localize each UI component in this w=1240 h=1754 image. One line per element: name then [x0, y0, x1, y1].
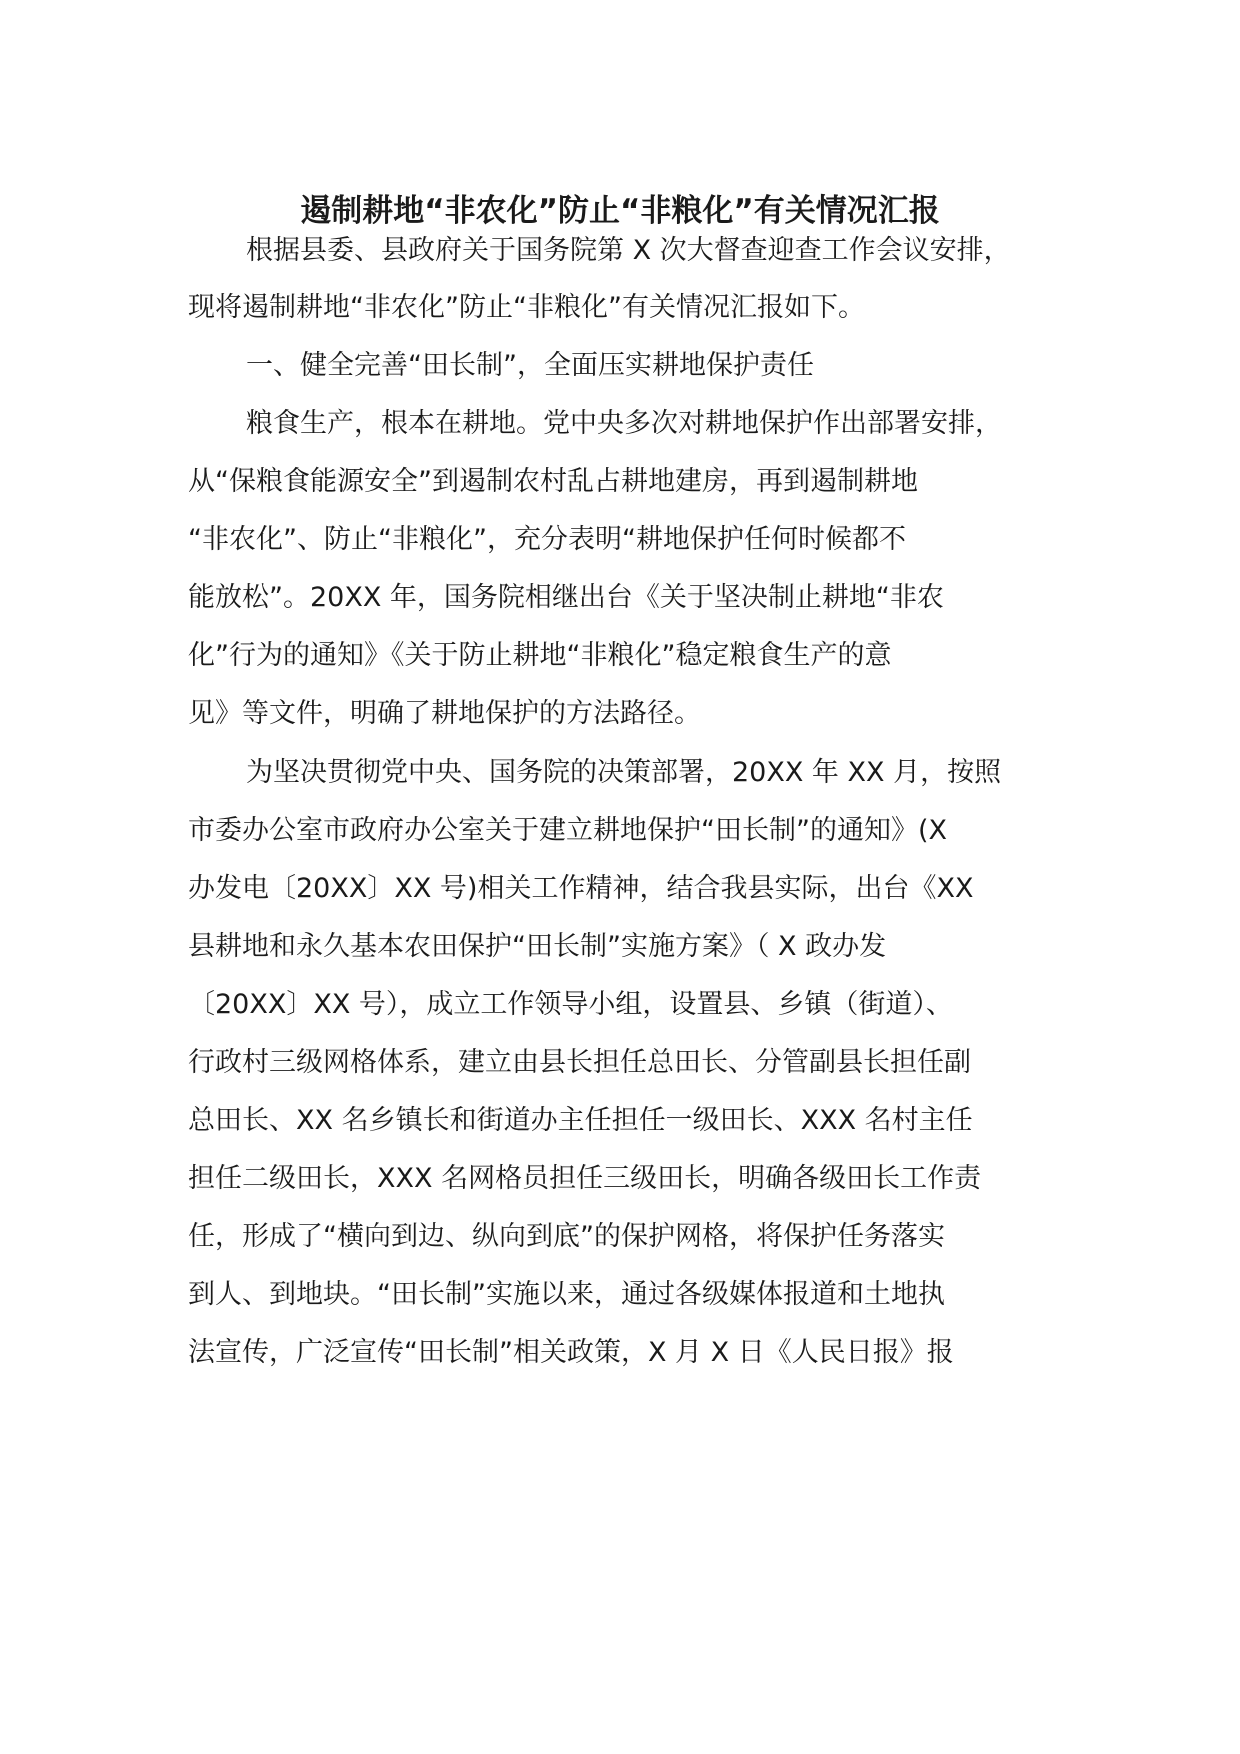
paragraph-line: 任，形成了“横向到边、纵向到底”的保护网格，将保护任务落实	[188, 1221, 945, 1252]
paragraph-line: 粮食生产，根本在耕地。党中央多次对耕地保护作出部署安排，	[246, 408, 1002, 439]
section-heading: 一、健全完善“田长制”，全面压实耕地保护责任	[246, 350, 814, 381]
document-title: 遏制耕地“非农化”防止“非粮化”有关情况汇报	[300, 193, 940, 229]
paragraph-line: 从“保粮食能源安全”到遏制农村乱占耕地建房，再到遏制耕地	[188, 466, 918, 497]
paragraph-line: 担任二级田长，XXX 名网格员担任三级田长，明确各级田长工作责	[188, 1163, 982, 1194]
paragraph-line: 县耕地和永久基本农田保护“田长制”实施方案》（ X 政办发	[188, 931, 887, 962]
paragraph-line: 总田长、XX 名乡镇长和街道办主任担任一级田长、XXX 名村主任	[188, 1105, 973, 1136]
paragraph-line: 行政村三级网格体系，建立由县长担任总田长、分管副县长担任副	[188, 1047, 971, 1078]
paragraph-line: 为坚决贯彻党中央、国务院的决策部署，20XX 年 XX 月，按照	[246, 757, 1002, 788]
paragraph-line: 办发电〔20XX〕XX 号)相关工作精神，结合我县实际，出台《XX	[188, 873, 974, 904]
paragraph-line: “非农化”、防止“非粮化”，充分表明“耕地保护任何时候都不	[188, 524, 906, 555]
paragraph-line: 到人、到地块。“田长制”实施以来，通过各级媒体报道和土地执	[188, 1279, 945, 1310]
paragraph-line: 见》等文件，明确了耕地保护的方法路径。	[188, 698, 701, 729]
paragraph-line: 〔20XX〕XX 号），成立工作领导小组，设置县、乡镇（街道）、	[188, 989, 953, 1020]
paragraph-line: 化”行为的通知》《关于防止耕地“非粮化”稳定粮食生产的意	[188, 640, 892, 671]
paragraph-line: 法宣传，广泛宣传“田长制”相关政策，X 月 X 日《人民日报》报	[188, 1337, 954, 1368]
paragraph-line: 根据县委、县政府关于国务院第 X 次大督查迎查工作会议安排，	[246, 235, 1011, 266]
paragraph-line: 市委办公室市政府办公室关于建立耕地保护“田长制”的通知》(X	[188, 815, 948, 846]
paragraph-line: 能放松”。20XX 年，国务院相继出台《关于坚决制止耕地“非农	[188, 582, 944, 613]
paragraph-line: 现将遏制耕地“非农化”防止“非粮化”有关情况汇报如下。	[188, 292, 865, 323]
